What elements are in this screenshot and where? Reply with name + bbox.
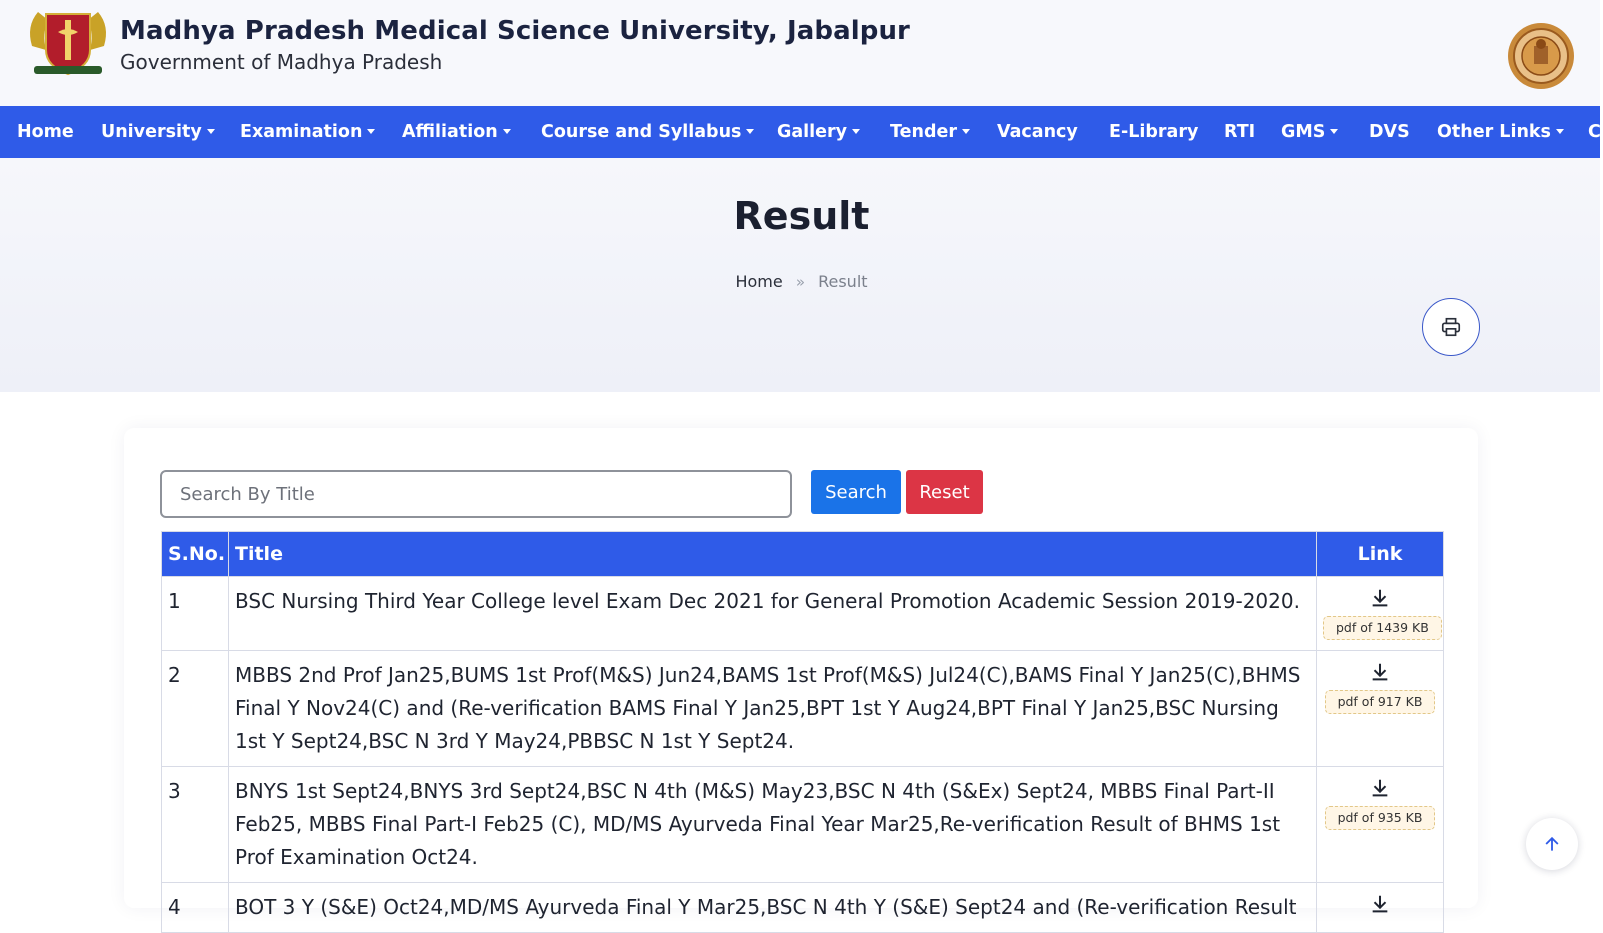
download-icon[interactable]: [1369, 587, 1391, 609]
breadcrumb-home-link[interactable]: Home: [735, 272, 783, 291]
row-title: BSC Nursing Third Year College level Exam Dec 2021 for General Promotion Academic Session 2019-2020.: [229, 577, 1317, 651]
results-table: [161, 531, 1444, 933]
file-size-badge: pdf of 917 KB: [1325, 690, 1436, 714]
caret-down-icon: [746, 129, 754, 134]
page-hero: [0, 158, 1600, 392]
arrow-up-icon: [1542, 834, 1562, 854]
nav-item-course-and-syllabus[interactable]: Course and Syllabus: [541, 106, 754, 158]
nav-item-home[interactable]: Home: [17, 122, 74, 142]
row-link-cell: [1317, 883, 1444, 933]
page-title: Result: [733, 194, 870, 238]
row-sno: 3: [162, 767, 229, 883]
chevron-double-right-icon: »: [795, 273, 805, 291]
reset-button[interactable]: Reset: [906, 470, 983, 514]
search-button[interactable]: Search: [811, 470, 901, 514]
row-link-cell: [1317, 577, 1444, 651]
university-subtitle: Government of Madhya Pradesh: [120, 50, 443, 74]
nav-item-dvs[interactable]: DVS: [1369, 122, 1410, 142]
caret-down-icon: [1330, 129, 1338, 134]
site-header: [0, 0, 1600, 106]
table-header-row: [162, 532, 1444, 577]
nav-item-rti[interactable]: RTI: [1224, 122, 1256, 142]
nav-item-gallery[interactable]: Gallery: [777, 106, 860, 158]
mp-government-seal-icon: [1506, 20, 1576, 92]
download-icon[interactable]: [1369, 893, 1391, 915]
search-input[interactable]: [160, 470, 792, 518]
nav-item-vacancy[interactable]: Vacancy: [997, 122, 1078, 142]
nav-item-affiliation[interactable]: Affiliation: [402, 106, 511, 158]
download-icon[interactable]: [1369, 661, 1391, 683]
nav-item-tender[interactable]: Tender: [890, 106, 970, 158]
table-row: [162, 651, 1444, 767]
nav-item-e-library[interactable]: E-Library: [1109, 122, 1199, 142]
caret-down-icon: [367, 129, 375, 134]
row-sno: 1: [162, 577, 229, 651]
scroll-to-top-button[interactable]: [1526, 818, 1578, 870]
main-navigation: [0, 106, 1600, 158]
caret-down-icon: [1556, 129, 1564, 134]
breadcrumb: [0, 272, 1603, 291]
column-header-link: Link: [1317, 532, 1444, 577]
row-title: BOT 3 Y (S&E) Oct24,MD/MS Ayurveda Final Y Mar25,BSC N 4th Y (S&E) Sept24 and (Re-verification Result: [229, 883, 1317, 933]
nav-item-examination[interactable]: Examination: [240, 106, 375, 158]
print-icon: [1440, 316, 1462, 338]
caret-down-icon: [962, 129, 970, 134]
nav-item-other-links[interactable]: Other Links: [1437, 106, 1564, 158]
breadcrumb-current: Result: [818, 272, 868, 291]
caret-down-icon: [852, 129, 860, 134]
row-title: BNYS 1st Sept24,BNYS 3rd Sept24,BSC N 4th (M&S) May23,BSC N 4th (S&Ex) Sept24, MBBS Final Part-II Feb25, MBBS Final Part-I Feb25 (C), MD/MS Ayurveda Final Year Mar25,Re-verification Result of BHMS 1st Prof Examination Oct24.: [229, 767, 1317, 883]
caret-down-icon: [503, 129, 511, 134]
column-header-title: Title: [229, 532, 1317, 577]
caret-down-icon: [207, 129, 215, 134]
file-size-badge: pdf of 935 KB: [1325, 806, 1436, 830]
table-row: [162, 577, 1444, 651]
row-sno: 4: [162, 883, 229, 933]
university-emblem-icon[interactable]: [24, 6, 112, 80]
university-title: Madhya Pradesh Medical Science University, Jabalpur: [120, 16, 910, 46]
row-title: MBBS 2nd Prof Jan25,BUMS 1st Prof(M&S) Jun24,BAMS 1st Prof(M&S) Jul24(C),BAMS Final Y Jan25(C),BHMS Final Y Nov24(C) and (Re-verification BAMS Final Y Jan25,BPT 1st Y Aug24,BPT Final Y Jan25,BSC Nursing 1st Y Sept24,BSC N 3rd Y May24,PBBSC N 1st Y Sept24.: [229, 651, 1317, 767]
nav-item-gms[interactable]: GMS: [1281, 106, 1338, 158]
download-icon[interactable]: [1369, 777, 1391, 799]
nav-item-university[interactable]: University: [101, 106, 215, 158]
nav-item-truncated[interactable]: C: [1588, 122, 1601, 142]
table-row: [162, 767, 1444, 883]
file-size-badge: pdf of 1439 KB: [1323, 616, 1442, 640]
column-header-sno: S.No.: [162, 532, 229, 577]
row-link-cell: [1317, 767, 1444, 883]
row-link-cell: [1317, 651, 1444, 767]
table-row: [162, 883, 1444, 933]
print-button[interactable]: [1422, 298, 1480, 356]
row-sno: 2: [162, 651, 229, 767]
